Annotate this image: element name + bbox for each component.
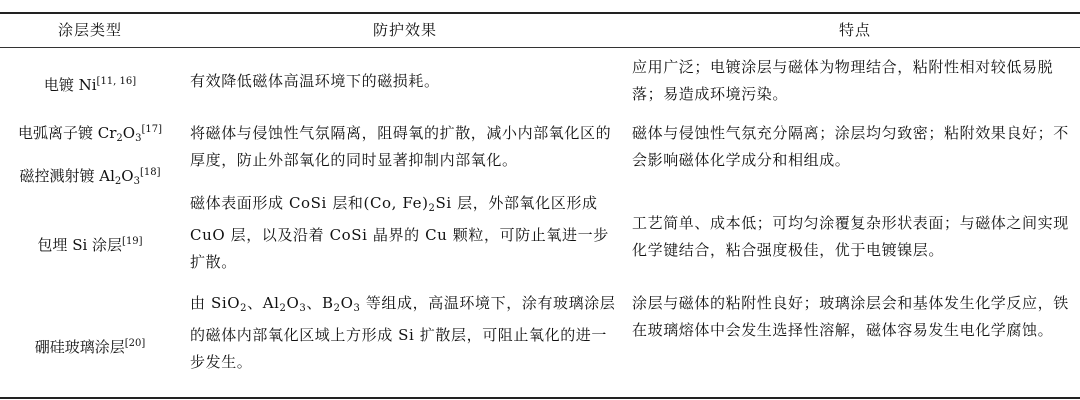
header-coating-type: 涂层类型 [57, 21, 122, 39]
row-oxide-feature: 磁体与侵蚀性气氛充分隔离；涂层均匀致密；粘附效果良好；不会影响磁体化学成分和相组成。 [632, 124, 1069, 169]
table-header-rule [0, 47, 1080, 48]
row-glass-feature: 涂层与磁体的粘附性良好；玻璃涂层会和基体发生化学反应，铁在玻璃熔体中会发生选择性溶解，磁体容易发生电化学腐蚀。 [632, 294, 1069, 339]
table-top-rule [0, 12, 1080, 14]
row-cr2o3-type: 电弧离子镀 $Cr_2O_3[17]$ [17, 124, 162, 144]
row-al2o3-type: 磁控溅射镀 $Al_2O_3[18]$ [19, 167, 161, 187]
row-ni-type: 电镀 Ni[11, 16] [43, 76, 137, 94]
row-glass-effect: 由 SiO$_2$、$Al_2O_3$、$B_2O_3$ 等组成，高温环境下，涂有玻璃涂层的磁体内部氧化区域上方形成 Si 扩散层，可阻止氧化的进一步发生。 [190, 294, 616, 371]
row-si-feature: 工艺简单、成本低；可均匀涂覆复杂形状表面；与磁体之间实现化学键结合，粘合强度极佳，优于电镀镍层。 [632, 214, 1069, 259]
table-bottom-rule [0, 397, 1080, 399]
row-si-type: 包埋 Si 涂层[19] [37, 236, 143, 254]
row-si-effect: 磁体表面形成 CoSi 层和(Co, $Fe)_2Si$ 层，外部氧化区形成 CuO 层，以及沿着 CoSi 晶界的 Cu 颗粒，可防止氧进一步扩散。 [190, 194, 609, 271]
row-ni-effect: 有效降低磁体高温环境下的磁损耗。 [190, 72, 440, 90]
row-ni-feature: 应用广泛；电镀涂层与磁体为物理结合，粘附性相对较低易脱落；易造成环境污染。 [632, 58, 1054, 103]
row-glass-type: 硼硅玻璃涂层[20] [34, 338, 146, 356]
row-oxide-effect: 将磁体与侵蚀性气氛隔离，阻碍氧的扩散，减小内部氧化区的厚度，防止外部氧化的同时显著抑制内部氧化。 [190, 124, 612, 169]
header-protection-effect: 防护效果 [372, 21, 437, 39]
header-features: 特点 [838, 21, 871, 39]
